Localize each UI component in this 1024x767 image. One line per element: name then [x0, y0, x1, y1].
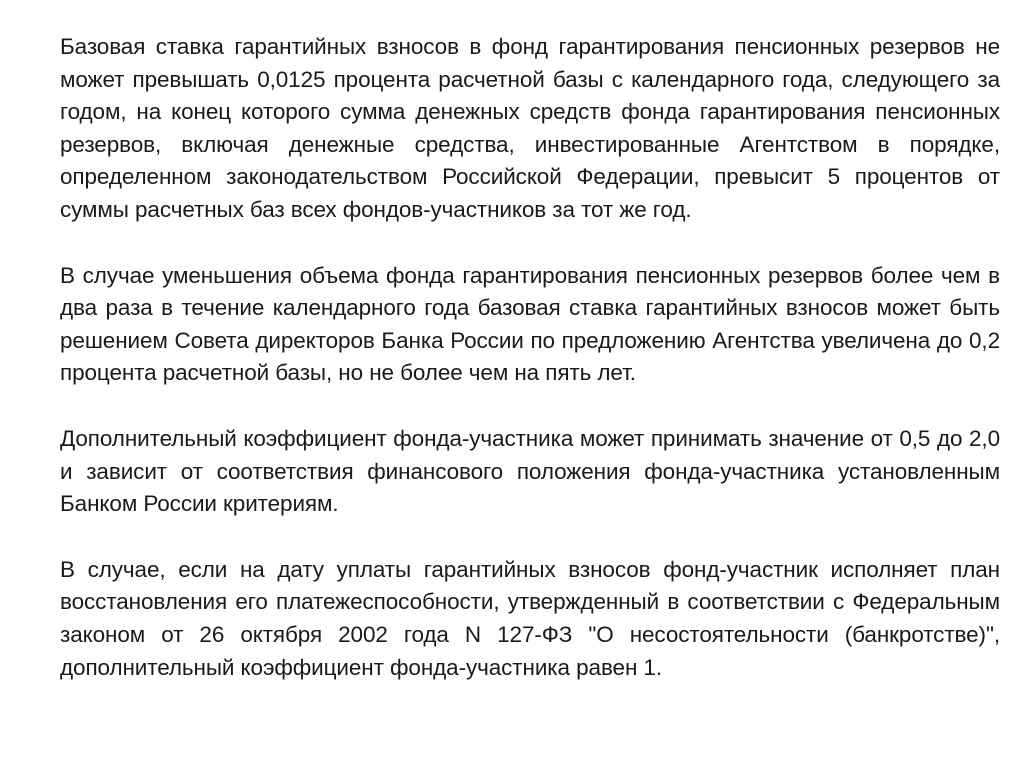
paragraph-base-rate: Базовая ставка гарантийных взносов в фонд гарантирования пенсионных резервов не может превышать 0,0125 процента расчетной базы с календарного года, следующего за годом, на конец которого сумма денежных средств фонда гарантирования пенсионных резервов, включая денежные средства, инвестированные Агентством в порядке, определенном законодательством Российской Федерации, превысит 5 процентов от суммы расчетных баз всех фондов-участников за тот же год. — [60, 34, 1000, 222]
paragraph-additional-coefficient: Дополнительный коэффициент фонда-участника может принимать значение от 0,5 до 2,0 и зависит от соответствия финансового положения фонда-участника установленным Банком России критериям. — [60, 425, 1000, 517]
paragraph-recovery-plan: В случае, если на дату уплаты гарантийных взносов фонд-участник исполняет план восстановления его платежеспособности, утвержденный в соответствии с Федеральным законом от 26 октября 2002 года N 127-ФЗ "О несостоятельности (банкротстве)", дополнительный коэффициент фонда-участника равен 1. — [60, 556, 1000, 680]
document-body — [60, 31, 1000, 717]
paragraph-rate-increase: В случае уменьшения объема фонда гарантирования пенсионных резервов более чем в два раза в течение календарного года базовая ставка гарантийных взносов может быть решением Совета директоров Банка России по предложению Агентства увеличена до 0,2 процента расчетной базы, но не более чем на пять лет. — [60, 262, 1000, 386]
